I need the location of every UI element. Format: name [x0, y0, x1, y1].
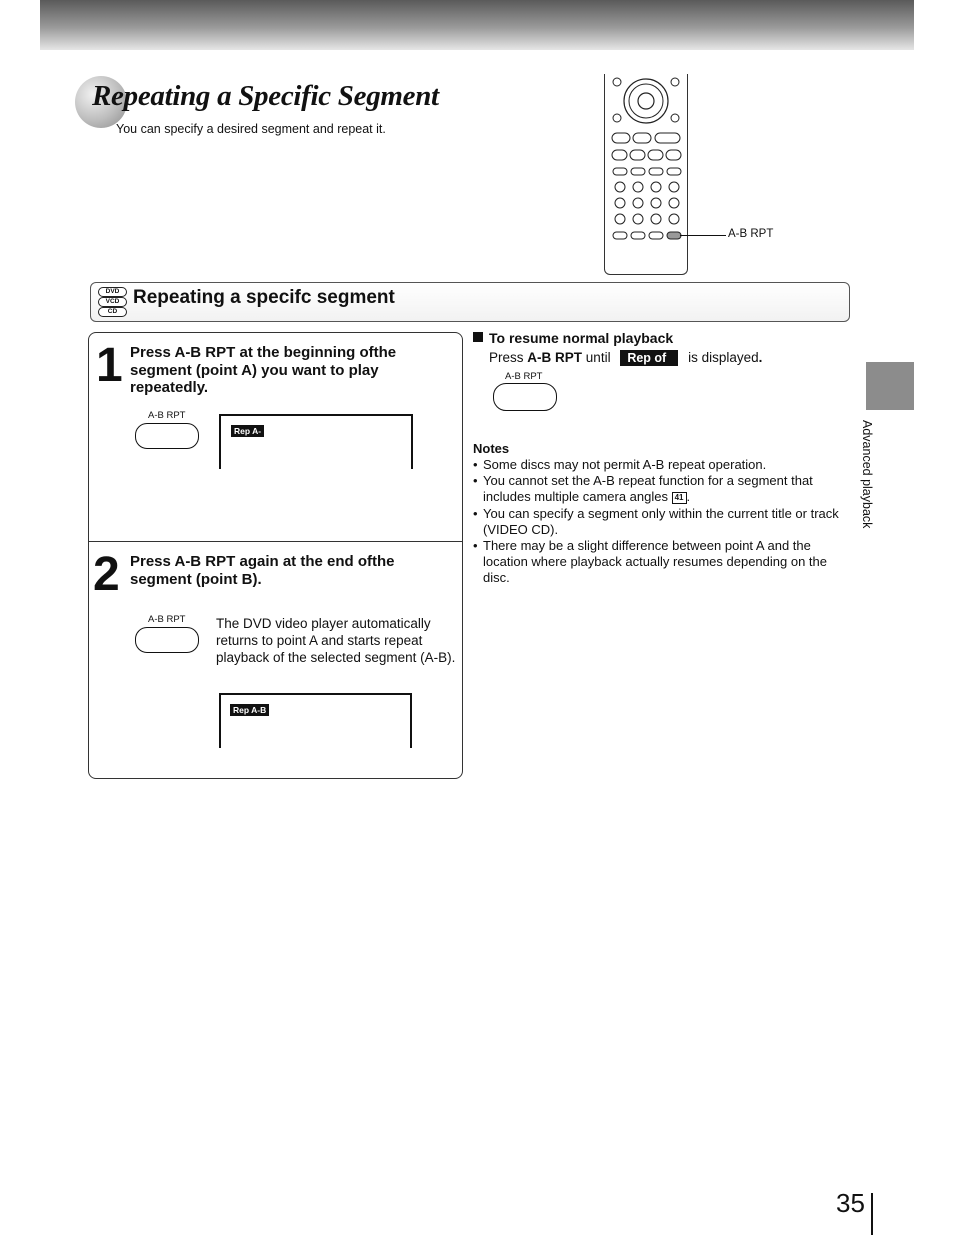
- remote-control-drawing: [605, 74, 687, 274]
- callout-leader-line: [680, 235, 726, 236]
- header-band: [40, 0, 914, 50]
- step-1-ab-rpt-button: [135, 423, 199, 449]
- page-subtitle: You can specify a desired segment and repeat it.: [116, 122, 386, 136]
- section-title: Repeating a specifc segment: [133, 287, 395, 308]
- step-1-osd: Rep A-: [231, 425, 264, 437]
- resume-ab-rpt-button: [493, 383, 557, 411]
- dvd-badge: DVD: [98, 287, 127, 297]
- cd-badge: CD: [98, 307, 127, 317]
- chapter-side-tab: [866, 362, 914, 410]
- step-1-tv-screen: [219, 414, 413, 469]
- step-2-instruction: Press A-B RPT again at the end ofthe segment (point B).: [130, 553, 395, 588]
- resume-period: .: [758, 350, 763, 365]
- remote-control-illustration: [604, 74, 688, 275]
- notes-list: [473, 457, 853, 587]
- page-title: Repeating a Specific Segment: [92, 80, 439, 112]
- step-2-osd: Rep A-B: [230, 704, 269, 716]
- note-item: [473, 473, 853, 505]
- resume-button-label: A-B RPT: [505, 371, 543, 382]
- resume-until-text: until: [585, 350, 611, 365]
- note-item: • There may be a slight difference between point A and the location where playback actually resumes depending on the disc.: [473, 538, 853, 587]
- chapter-side-label: Advanced playback: [860, 420, 874, 529]
- page-reference-icon: 41: [672, 492, 687, 504]
- notes-heading: Notes: [473, 441, 510, 456]
- step-2-description: The DVD video player automatically returns to point A and starts repeat playback of the selected segment (A-B).: [216, 616, 456, 665]
- step-2-tv-screen: [219, 693, 412, 748]
- resume-key: A-B RPT: [527, 350, 583, 365]
- page-number-rule: [871, 1193, 873, 1235]
- step-2-number: 2: [93, 548, 120, 601]
- vcd-badge: VCD: [98, 297, 127, 307]
- step-divider: [88, 541, 463, 542]
- note-item-period: .: [686, 489, 691, 505]
- step-2-button-label: A-B RPT: [148, 614, 186, 625]
- resume-instruction: [489, 350, 762, 366]
- note-item: • Some discs may not permit A-B repeat operation.: [473, 457, 853, 473]
- resume-is-displayed-text: is displayed: [688, 350, 759, 365]
- step-1-button-label: A-B RPT: [148, 410, 186, 421]
- step-1-number: 1: [96, 339, 123, 392]
- ab-rpt-callout-label: A-B RPT: [728, 228, 774, 240]
- note-item-text: You cannot set the A-B repeat function for a segment that includes multiple camera angles: [483, 473, 813, 505]
- resume-heading: To resume normal playback: [489, 330, 674, 346]
- resume-press-text: Press: [489, 350, 524, 365]
- page-number: 35: [836, 1188, 865, 1218]
- note-item: • You can specify a segment only within the current title or track (VIDEO CD).: [473, 506, 853, 538]
- step-1-instruction: Press A-B RPT at the beginning ofthe segment (point A) you want to play repeatedly.: [130, 344, 397, 396]
- resume-bullet-square: [473, 332, 483, 342]
- step-2-ab-rpt-button: [135, 627, 199, 653]
- rep-off-osd-tag: Rep of: [620, 350, 678, 366]
